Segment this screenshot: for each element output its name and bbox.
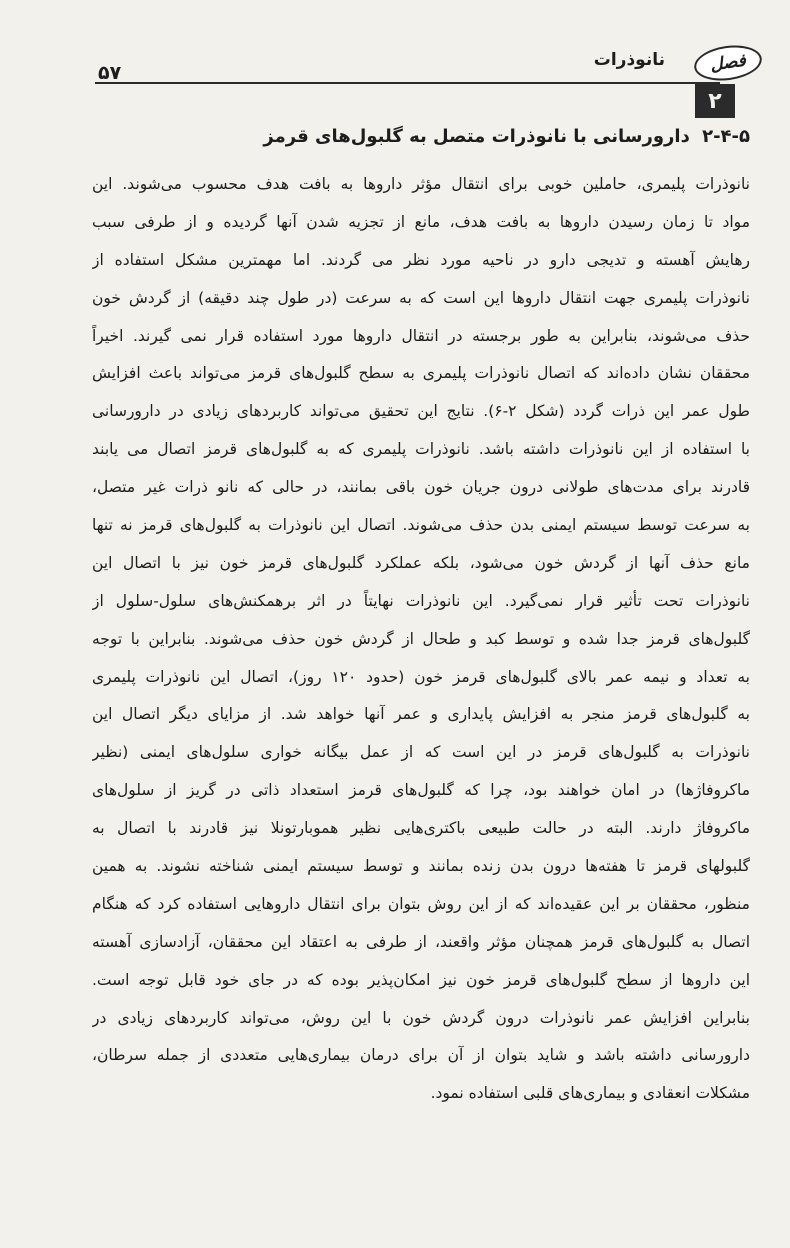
body-line: طول عمر این ذرات گردد (شکل ۲-۶). نتایج این تحقیق می‌تواند کاربردهای زیادی در دارورسانی: [92, 402, 750, 421]
body-line: اتصال به گلبول‌های قرمز همچنان مؤثر واقعند، از طرفی به اعتقاد این محققان، آزادسازی آهسته: [92, 932, 750, 951]
body-line: مواد تا زمان رسیدن داروها به بافت هدف، مانع از تجزیه شدن آنها گردیده و از طرفی سبب: [92, 212, 750, 231]
body-line: به تعداد و نیمه عمر بالای گلبول‌های قرمز خون (حدود ۱۲۰ روز)، اتصال این نانوذرات پلیمری: [92, 667, 750, 686]
page-number: ۵۷: [98, 62, 122, 84]
chapter-badge: [692, 41, 764, 84]
body-line: منظور، محققان بر این عقیده‌اند که از این روش بتوان برای انتقال داروهایی استفاده کرد که هنگام: [92, 894, 750, 913]
body-line: مشکلات انعقادی و بیماری‌های قلبی استفاده نمود.: [430, 1084, 750, 1103]
section-number: ۲-۴-۵: [702, 126, 750, 147]
body-line: ماکروفاژ دارند. البته در حالت طبیعی باکتری‌هایی نظیر همو‌بارتونلا نیز قادرند با اتصال به: [92, 819, 750, 838]
header-rule: [95, 82, 720, 84]
body-line: به سرعت توسط سیستم ایمنی بدن حذف می‌شوند. اتصال این نانوذرات به گلبول‌های قرمز نه تنها: [92, 516, 750, 535]
body-line: قادرند برای مدت‌های طولانی درون جریان خون باقی بمانند، در حالی که نانو ذرات غیر متصل،: [92, 478, 750, 497]
body-line: نانوذرات پلیمری، حاملین خوبی برای انتقال مؤثر داروها به بافت هدف محسوب می‌شوند. این: [92, 175, 750, 193]
body-text: [92, 166, 750, 1113]
body-line: بنابراین افزایش عمر نانوذرات درون گردش خون با این روش، می‌تواند کاربردهای زیادی در: [92, 1008, 750, 1027]
body-line: گلبولهای قرمز تا هفته‌ها درون بدن زنده بمانند و توسط سیستم ایمنی شناخته نشوند. به همین: [92, 857, 750, 876]
body-line: گلبول‌های قرمز جدا شده و توسط کبد و طحال از گردش خون حذف می‌شوند. بنابراین با توجه: [92, 629, 750, 648]
section-heading: [70, 126, 750, 147]
body-line: به گلبول‌های قرمز منجر به افزایش پایداری و عمر آنها خواهد شد. از مزایای دیگر اتصال این: [92, 705, 750, 724]
body-line: نانوذرات پلیمری جهت انتقال داروها این است که به سرعت (در طول چند دقیقه) از گردش خون: [92, 288, 750, 307]
body-line: محققان نشان داده‌اند که اتصال نانوذرات پلیمری به سطح گلبول‌های قرمز می‌تواند باعث افزایش: [92, 364, 750, 383]
body-line: نانوذرات تحت تأثیر قرار نمی‌گیرد. این نانوذرات نهایتاً در اثر برهمکنش‌های سلول-سلول از: [92, 591, 750, 610]
body-line: نانوذرات به گلبول‌های قرمز در این است که از عمل بیگانه خواری سلول‌های ایمنی (نظیر: [92, 743, 750, 762]
body-line: مانع حذف آنها از گردش خون می‌شود، بلکه عملکرد گلبول‌های قرمز خون نیز با اتصال این: [92, 553, 750, 572]
body-line: ماکروفاژها) در امان خواهند بود، چرا که گلبول‌های قرمز استعداد ذاتی در گریز از سلول‌های: [92, 781, 750, 800]
body-line: این داروها از سطح گلبول‌های قرمز خون نیز امکان‌پذیر بوده که در جای خود قابل توجه است.: [92, 970, 750, 989]
body-line: دارورسانی داشته باشد و شاید بتوان از آن برای درمان بیماری‌هایی متعددی از جمله سرطان،: [92, 1046, 750, 1065]
body-line: حذف می‌شوند، بنابراین به طور برجسته در انتقال داروها مورد استفاده قرار نمی گیرند. اخیراً: [92, 326, 750, 345]
chapter-number-box: [695, 84, 735, 118]
chapter-label: فصل: [708, 50, 748, 76]
running-title: نانوذرات: [593, 50, 665, 70]
section-title: دارورسانی با نانوذرات متصل به گلبول‌های قرمز: [263, 126, 690, 147]
body-line: با استفاده از این نانوذرات داشته باشد. نانوذرات پلیمری که به گلبول‌های قرمز اتصال می یابند: [92, 440, 750, 459]
chapter-number: ۲: [708, 88, 722, 114]
body-line: رهایش آهسته و تدیجی دارو در ناحیه مورد نظر می گردند. اما مهمترین مشکل استفاده از: [92, 250, 750, 269]
